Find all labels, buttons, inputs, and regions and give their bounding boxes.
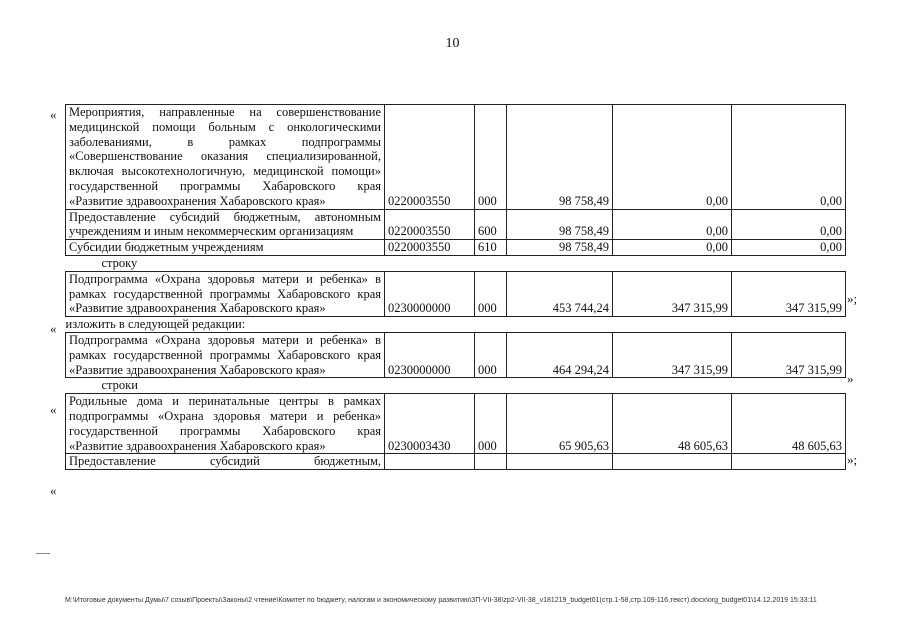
separator-row: [66, 317, 846, 333]
row-value-3: 48 605,63: [732, 394, 846, 454]
row-value-1: 65 905,63: [507, 394, 613, 454]
row-value-1: 453 744,24: [507, 271, 613, 316]
row-name: Мероприятия, направленные на совершенствование медицинской помощи больным с онкологическими заболеваниями, в рамках подпрограммы «Совершенствование оказания специализированной, включая высокотехнологичную, медицинской помощи» государственной программы Хабаровского края «Развитие здравоохранения Хабаровского края»: [66, 105, 385, 210]
row-name: Предоставление субсидий бюджетным,: [66, 454, 385, 470]
row-vr: [475, 454, 507, 470]
row-value-2: 0,00: [613, 105, 732, 210]
row-value-2: 0,00: [613, 240, 732, 256]
row-value-3: 0,00: [732, 209, 846, 240]
close-quote: »;: [847, 452, 858, 467]
table-row: [66, 209, 846, 240]
open-quote: «: [50, 483, 57, 498]
separator-row: [66, 255, 846, 271]
close-quote: »: [847, 371, 854, 386]
row-vr: 600: [475, 209, 507, 240]
open-quote: «: [50, 402, 57, 417]
row-value-1: 98 758,49: [507, 105, 613, 210]
table-row: [66, 271, 846, 316]
row-vr: 000: [475, 105, 507, 210]
row-value-3: 347 315,99: [732, 332, 846, 377]
row-vr: 000: [475, 332, 507, 377]
row-value-2: 347 315,99: [613, 271, 732, 316]
row-vr: 000: [475, 271, 507, 316]
table-row: [66, 332, 846, 377]
row-name: Подпрограмма «Охрана здоровья матери и ребенка» в рамках государственной программы Хабаровского края «Развитие здравоохранения Хабаровского края»: [66, 332, 385, 377]
row-value-2: 347 315,99: [613, 332, 732, 377]
row-code: 0230000000: [385, 271, 475, 316]
close-quote: »;: [847, 291, 858, 306]
row-value-3: [732, 454, 846, 470]
row-value-2: 48 605,63: [613, 394, 732, 454]
open-quote: «: [50, 321, 57, 336]
row-value-2: [613, 454, 732, 470]
row-name: Предоставление субсидий бюджетным, автономным учреждениям и иным некоммерческим организациям: [66, 209, 385, 240]
open-quote: «: [50, 107, 57, 122]
row-value-1: 98 758,49: [507, 240, 613, 256]
row-value-1: 464 294,24: [507, 332, 613, 377]
row-code: 0230000000: [385, 332, 475, 377]
table-row: [66, 454, 846, 470]
separator-row: [66, 378, 846, 394]
footer-file-path: M:\Итоговые документы Думы\7 созыв\Проекты\Законы\2 чтение\Комитет по бюджету, налогам и экономическому развитию\ЗП-VII-38\zp2-VII-38_v181219_budget01(стр.1-58,стр.109-116,текст).docx\org_budget01\14.12.2019 15:33:11: [65, 597, 817, 604]
separator-text: строки: [101, 378, 138, 393]
row-value-3: 0,00: [732, 105, 846, 210]
row-value-3: 0,00: [732, 240, 846, 256]
row-name: Родильные дома и перинатальные центры в рамках подпрограммы «Охрана здоровья матери и ребенка» государственной программы Хабаровского края «Развитие здравоохранения Хабаровского края»: [66, 394, 385, 454]
row-vr: 000: [475, 394, 507, 454]
row-value-2: 0,00: [613, 209, 732, 240]
table-row: [66, 105, 846, 210]
row-code: 0220003550: [385, 240, 475, 256]
row-code: 0230003430: [385, 394, 475, 454]
separator-text: изложить в следующей редакции:: [65, 317, 246, 332]
row-value-1: 98 758,49: [507, 209, 613, 240]
margin-mark: [36, 553, 50, 554]
row-value-3: 347 315,99: [732, 271, 846, 316]
row-code: 0220003550: [385, 105, 475, 210]
row-value-1: [507, 454, 613, 470]
budget-table: [65, 104, 846, 470]
table-row: [66, 394, 846, 454]
table-row: [66, 240, 846, 256]
separator-text: строку: [101, 255, 138, 270]
row-name: Подпрограмма «Охрана здоровья матери и ребенка» в рамках государственной программы Хабаровского края «Развитие здравоохранения Хабаровского края»: [66, 271, 385, 316]
row-vr: 610: [475, 240, 507, 256]
page-number: 10: [445, 36, 460, 51]
row-name: Субсидии бюджетным учреждениям: [66, 240, 385, 256]
row-code: [385, 454, 475, 470]
row-code: 0220003550: [385, 209, 475, 240]
